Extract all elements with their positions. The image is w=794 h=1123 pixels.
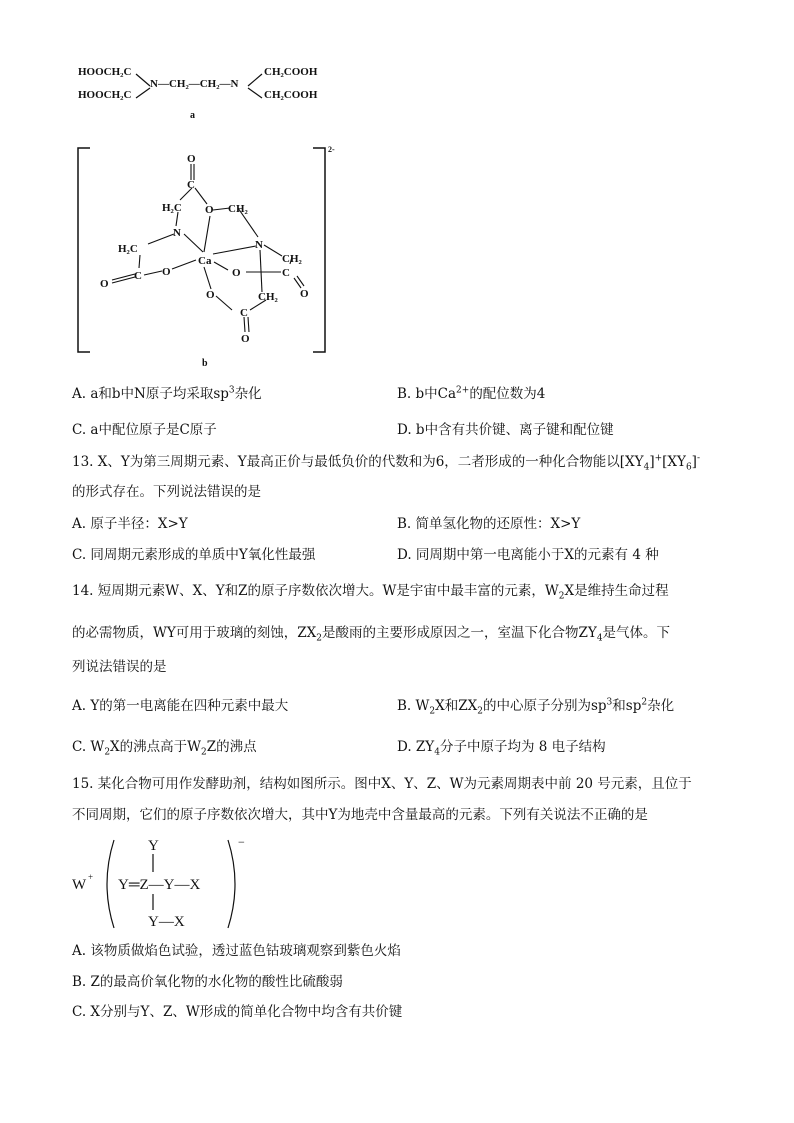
structure-row: Y═Z—Y—X (118, 877, 201, 893)
q14-stem-line2: 的必需物质，WY可用于玻璃的刻蚀，$ZX_2$是酸雨的主要形成原因之一，室温下化合物$ZY_4$是气体。下 (72, 625, 671, 644)
left-bracket (78, 148, 90, 352)
atom-o-2: O (162, 266, 171, 278)
atom-c-top: C (187, 179, 195, 191)
structure-top: Y (148, 838, 159, 854)
q14-option-d: D. $ZY_4$分子中原子均为 8 电子结构 (397, 739, 606, 758)
q13-option-b: B. 简单氢化物的还原性：X>Y (397, 516, 581, 532)
structure-right-paren (228, 840, 235, 928)
q13-option-c: C. 同周期元素形成的单质中Y氧化性最强 (72, 547, 316, 563)
atom-o-4: O (206, 289, 215, 301)
q15-structure (70, 834, 260, 934)
q15-option-c: C. X分别与Y、Z、W形成的简单化合物中均含有共价键 (72, 1004, 403, 1020)
cation-charge: + (88, 872, 94, 882)
q13-stem-line2: 的形式存在。下列说法错误的是 (72, 484, 261, 500)
figure-b-label: b (202, 358, 208, 369)
q15-stem-line2: 不同周期，它们的原子序数依次增大，其中Y为地壳中含量最高的元素。下列有关说法不正确的是 (72, 807, 648, 823)
structure-bottom: Y—X (148, 914, 185, 930)
q14-option-b: B. $W_2X$和$ZX_2$的中心原子分别为$sp^3$和$sp^2$杂化 (397, 697, 675, 717)
anion-charge: − (238, 835, 245, 849)
atom-ch2-1: CH₂ (228, 203, 248, 215)
q12-option-c: C. a中配位原子是C原子 (72, 422, 217, 438)
atom-o-bottom: O (241, 333, 250, 345)
figure-a-right-bottom: CH₂COOH (264, 89, 318, 101)
atom-o-right: O (300, 288, 309, 300)
atom-o-left: O (100, 278, 109, 290)
atom-n-right: N (255, 239, 263, 251)
figure-a-chain: N—CH₂—CH₂—N (150, 78, 239, 90)
q13-option-a: A. 原子半径：X>Y (72, 516, 188, 532)
atom-o-top: O (187, 153, 196, 165)
q15-option-b: B. Z的最高价氧化物的水化物的酸性比硫酸弱 (72, 974, 343, 990)
q12-option-a: A. a和b中N原子均采取$sp^3$杂化 (72, 385, 262, 402)
atom-h2c-2: H₂C (118, 243, 138, 255)
atom-o-1: O (205, 204, 214, 216)
atom-h2c-1: H₂C (162, 202, 182, 214)
q13-stem-line1: 13. X、Y为第三周期元素、Y最高正价与最低负价的代数和为6，二者形成的一种化合物能以$[XY_4]^+[XY_6]^-$ (72, 453, 700, 473)
atom-ca: Ca (198, 255, 212, 267)
cation-symbol: W (72, 877, 87, 893)
q14-stem-line1: 14. 短周期元素W、X、Y和Z的原子序数依次增大。W是宇宙中最丰富的元素，$W_2X$是维持生命过程 (72, 583, 669, 602)
atom-ch2-2: CH₂ (282, 253, 302, 265)
atom-o-3: O (232, 267, 241, 279)
q12-option-d: D. b中含有共价键、离子键和配位键 (397, 422, 614, 438)
q14-option-a: A. Y的第一电离能在四种元素中最大 (72, 698, 289, 714)
figure-a-left-bottom: HOOCH₂C (78, 89, 132, 101)
atom-n-left: N (173, 227, 181, 239)
atom-c-left: C (134, 270, 142, 282)
charge-label: 2- (328, 145, 335, 154)
q15-option-a: A. 该物质做焰色试验，透过蓝色钴玻璃观察到紫色火焰 (72, 943, 401, 959)
q15-stem-line1: 15. 某化合物可用作发酵助剂，结构如图所示。图中X、Y、Z、W为元素周期表中前 20 号元素，且位于 (72, 776, 692, 792)
q14-option-c: C. $W_2X$的沸点高于$W_2Z$的沸点 (72, 739, 257, 758)
structure-left-paren (107, 840, 114, 928)
figure-a-right-top: CH₂COOH (264, 66, 318, 78)
q14-stem-line3: 列说法错误的是 (72, 659, 167, 675)
figure-b (70, 142, 360, 372)
right-bracket (313, 148, 325, 352)
atom-c-right: C (282, 267, 290, 279)
atom-c-bottom: C (240, 307, 248, 319)
figure-a (78, 64, 338, 124)
q12-option-b: B. b中$Ca^{2+}$的配位数为4 (397, 385, 546, 402)
figure-a-left-top: HOOCH₂C (78, 66, 132, 78)
figure-a-label: a (190, 110, 195, 121)
q13-option-d: D. 同周期中第一电离能小于X的元素有 4 种 (397, 547, 659, 563)
atom-ch2-3: CH₂ (258, 291, 278, 303)
